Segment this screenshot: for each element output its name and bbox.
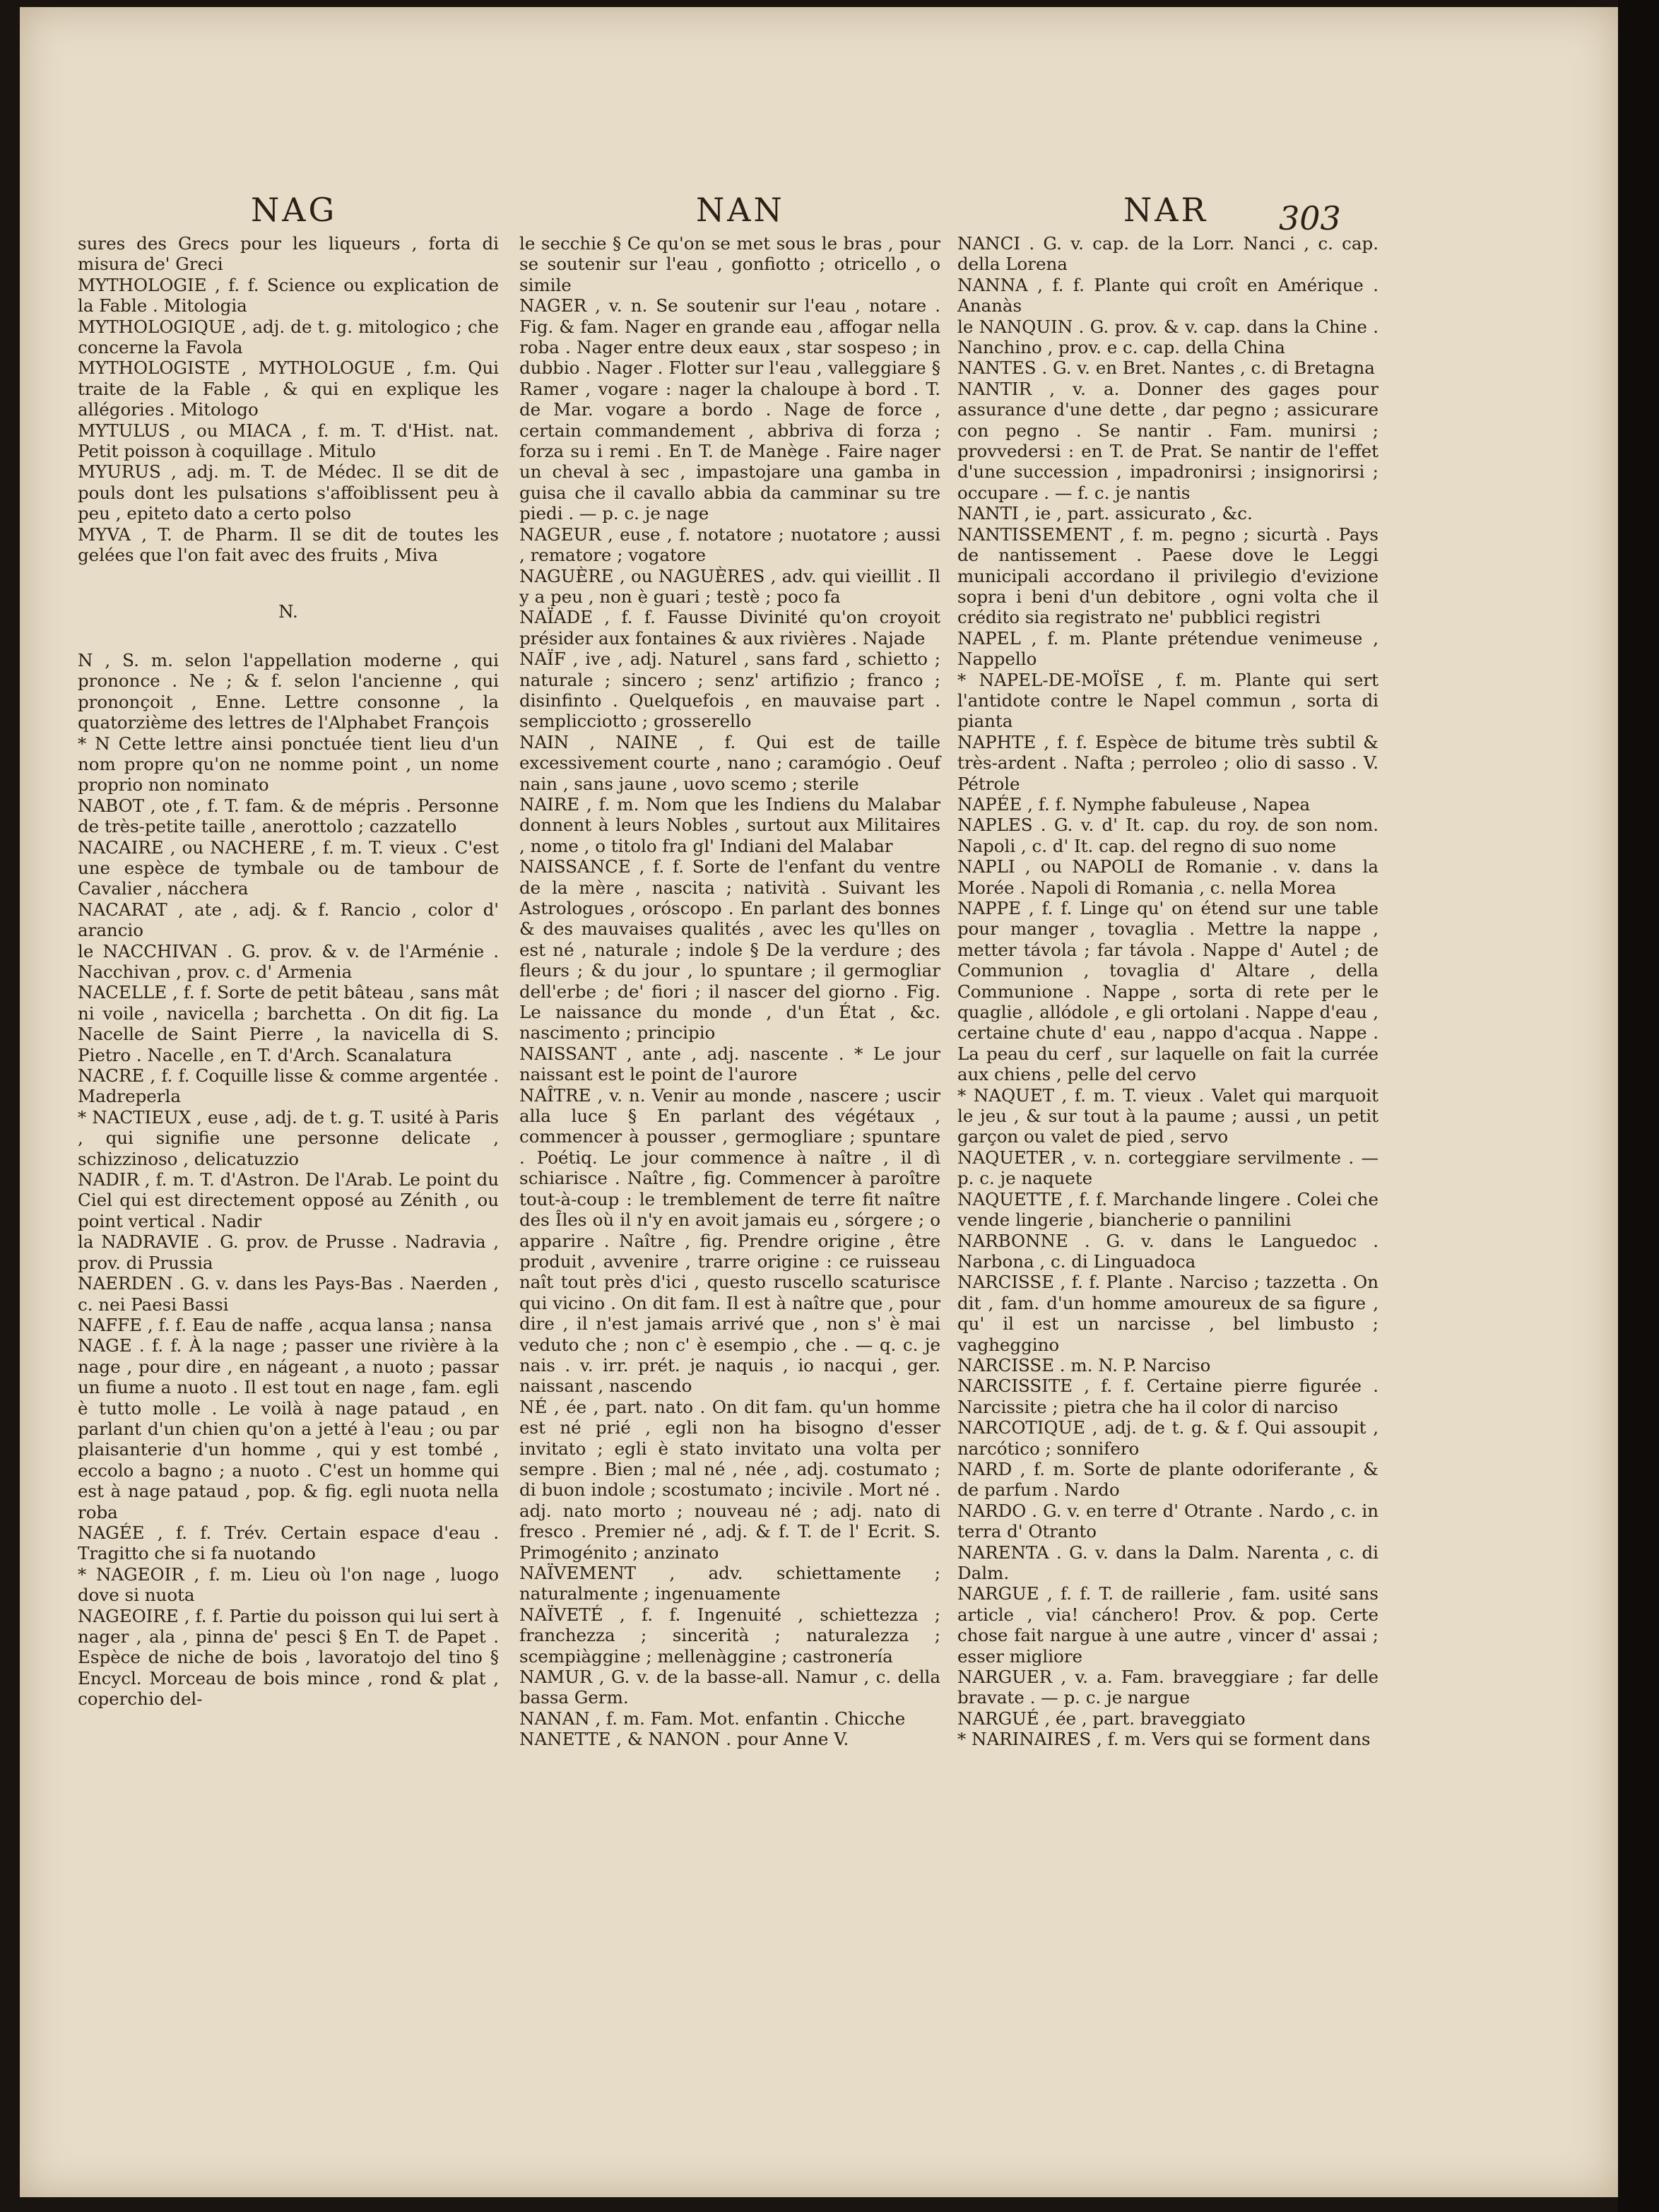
column-center — [519, 233, 940, 1750]
dictionary-entry: MYVA , T. de Pharm. Il se dit de toutes les gelées que l'on fait avec des fruits , Miva — [78, 524, 499, 566]
dictionary-entry: NABOT , ote , f. T. fam. & de mépris . Personne de très-petite taille , anerottolo ; cazzatello — [78, 795, 499, 837]
dictionary-entry: NAGEOIRE , f. f. Partie du poisson qui lui sert à nager , ala , pinna de' pesci § En T. de Papet . Espèce de niche de bois , lavoratojo del tino § Encycl. Morceau de bois mince , rond & plat , coperchio del- — [78, 1605, 499, 1710]
dictionary-entry: NAQUETTE , f. f. Marchande lingere . Colei che vende lingerie , biancherie o pannilini — [957, 1188, 1378, 1231]
dictionary-entry: NAQUETER , v. n. corteggiare servilmente . — p. c. je naquete — [957, 1147, 1378, 1189]
dictionary-entry: MYTULUS , ou MIACA , f. m. T. d'Hist. nat. Petit poisson à coquillage . Mitulo — [78, 420, 499, 462]
dictionary-entry: NANETTE , & NANON . pour Anne V. — [519, 1729, 849, 1750]
dictionary-entry: NARCOTIQUE , adj. de t. g. & f. Qui assoupit , narcótico ; sonnifero — [957, 1417, 1378, 1459]
dictionary-entry: MYTHOLOGIE , f. f. Science ou explication de la Fable . Mitologia — [78, 274, 499, 317]
dictionary-entry: * N Cette lettre ainsi ponctuée tient lieu d'un nom propre qu'on ne nomme point , un nome proprio non nominato — [78, 733, 499, 796]
dictionary-entry: NARD , f. m. Sorte de plante odoriferante , & de parfum . Nardo — [957, 1458, 1378, 1501]
dictionary-entry: sures des Grecs pour les liqueurs , forta di misura de' Greci — [78, 233, 499, 275]
dictionary-entry: NANTISSEMENT , f. m. pegno ; sicurtà . Pays de nantissement . Paese dove le Leggi municipali accordano il privilegio d'evizione sopra i beni d'un debitore , ogni volta che il crédito sia registrato ne' pubblici registri — [957, 524, 1378, 628]
dictionary-entry: NAPÉE , f. f. Nymphe fabuleuse , Napea — [957, 793, 1311, 815]
dictionary-entry: NANTIR , v. a. Donner des gages pour assurance d'une dette , dar pegno ; assicurare con pegno . Se nantir . Fam. munirsi ; provvedersi : en T. de Prat. Se nantir de l'effet d'une succession , impadronirsi ; insignorirsi ; occupare . — f. c. je nantis — [957, 378, 1378, 503]
running-head-center: NAN — [696, 191, 785, 229]
dictionary-entry: NAISSANCE , f. f. Sorte de l'enfant du ventre de la mère , nascita ; natività . Suivant les Astrologues , oróscopo . En parlant des bonnes & des mauvaises qualités , avec les qu'lles on est né , naturale ; indole § De la verdure ; des fleurs ; & du jour , lo spuntare ; il germogliar dell'erbe ; de' fiori ; il nascer del giorno . Fig. Le naissance du monde , d'un État , &c. nascimento ; principio — [519, 856, 940, 1043]
dictionary-entry: NANCI . G. v. cap. de la Lorr. Nanci , c. cap. della Lorena — [957, 233, 1378, 275]
dictionary-entry: NAGUÈRE , ou NAGUÈRES , adv. qui vieillit . Il y a peu , non è guari ; testè ; poco fa — [519, 565, 940, 607]
dictionary-entry: NAÏADE , f. f. Fausse Divinité qu'on croyoit présider aux fontaines & aux rivières . Najade — [519, 607, 940, 649]
dictionary-entry: NAGÉE , f. f. Trév. Certain espace d'eau . Tragitto che si fa nuotando — [78, 1522, 499, 1564]
dictionary-entry: NAMUR , G. v. de la basse-all. Namur , c. della bassa Germ. — [519, 1667, 940, 1708]
dictionary-entry: NARGUE , f. f. T. de raillerie , fam. usité sans article , via! cánchero! Prov. & pop. Certe chose fait nargue à une autre , vincer d' assai ; esser migliore — [957, 1583, 1378, 1667]
dictionary-entry: NAÏVEMENT , adv. schiettamente ; naturalmente ; ingenuamente — [519, 1563, 940, 1604]
dictionary-entry: le NANQUIN . G. prov. & v. cap. dans la Chine . Nanchino , prov. e c. cap. della China — [957, 316, 1378, 358]
dictionary-entry: NAIRE , f. m. Nom que les Indiens du Malabar donnent à leurs Nobles , surtout aux Militaires , nome , o titolo fra gl' Indiani del Malabar — [519, 793, 940, 856]
book-spine-edge — [1618, 0, 1659, 2212]
dictionary-entry: NACELLE , f. f. Sorte de petit bâteau , sans mât ni voile , navicella ; barchetta . On dit fig. La Nacelle de Saint Pierre , la navicella di S. Pietro . Nacelle , en T. d'Arch. Scanalatura — [78, 982, 499, 1065]
dictionary-entry: NAFFE , f. f. Eau de naffe , acqua lansa ; nansa — [78, 1314, 492, 1335]
dictionary-entry: NAISSANT , ante , adj. nascente . * Le jour naissant est le point de l'aurore — [519, 1043, 940, 1085]
dictionary-entry: NARBONNE . G. v. dans le Languedoc . Narbona , c. di Linguadoca — [957, 1230, 1378, 1272]
dictionary-entry: NAPEL , f. m. Plante prétendue venimeuse , Nappello — [957, 627, 1378, 670]
dictionary-entry: NAÏVETÉ , f. f. Ingenuité , schiettezza ; franchezza ; sincerità ; naturalezza ; scempiàggine ; mellenàggine ; castronería — [519, 1604, 940, 1667]
dictionary-entry: la NADRAVIE . G. prov. de Prusse . Nadravia , prov. di Prussia — [78, 1231, 499, 1273]
dictionary-entry: MYTHOLOGIQUE , adj. de t. g. mitologico ; che concerne la Favola — [78, 316, 499, 358]
page-number: 303 — [1279, 199, 1341, 237]
dictionary-entry: * NAPEL-DE-MOÏSE , f. m. Plante qui sert l'antidote contre le Napel commun , sorta di pianta — [957, 669, 1378, 732]
section-letter: N. — [278, 601, 298, 622]
dictionary-entry: NAÎTRE , v. n. Venir au monde , nascere ; uscir alla luce § En parlant des végétaux , commencer à pousser , germogliare ; spuntare . Poétiq. Le jour commence à naître , il dì schiarisce . Naître , fig. Commencer à paroître tout-à-coup : le tremblement de terre fit naître des Îles où il n'y en avoit jamais eu , sórgere ; o apparire . Naître , fig. Prendre origine , être produit , avvenire , trarre origine : ce ruisseau naît tout près d'ici , questo ruscello scaturisce qui vicino . On dit fam. Il est à naître que , pour dire , il n'est jamais arrivé que , non s' è mai veduto che ; non c' è esempio , che . — q. c. je nais . v. irr. prét. je naquis , io nacqui , ger. naissant , nascendo — [519, 1084, 940, 1397]
running-head-left: NAG — [251, 191, 338, 229]
dictionary-entry: NÉ , ée , part. nato . On dit fam. qu'un homme est né prié , egli non ha bisogno d'esser invitato ; egli è stato invitato una volta per sempre . Bien ; mal né , née , adj. costumato ; di buon indole ; scostumato ; incivile . Mort né . adj. nato morto ; nouveau né ; adj. nato di fresco . Premier né , adj. & f. T. de l' Ecrit. S. Primogénito ; anzinato — [519, 1396, 940, 1563]
dictionary-entry: NAERDEN . G. v. dans les Pays-Bas . Naerden , c. nei Paesi Bassi — [78, 1273, 499, 1315]
dictionary-entry: NARGUÉ , ée , part. braveggiato — [957, 1708, 1246, 1729]
dictionary-entry: * NARINAIRES , f. m. Vers qui se forment dans — [957, 1729, 1371, 1750]
dictionary-entry: NARCISSE . m. N. P. Narciso — [957, 1354, 1211, 1376]
column-right — [957, 233, 1378, 1750]
dictionary-entry: NARDO . G. v. en terre d' Otrante . Nardo , c. in terra d' Otranto — [957, 1500, 1378, 1542]
dictionary-entry: le NACCHIVAN . G. prov. & v. de l'Arménie . Nacchivan , prov. c. d' Armenia — [78, 940, 499, 982]
dictionary-entry: NADIR , f. m. T. d'Astron. De l'Arab. Le point du Ciel qui est directement opposé au Zénith , ou point vertical . Nadir — [78, 1169, 499, 1231]
dictionary-entry: NARCISSITE , f. f. Certaine pierre figurée . Narcissite ; pietra che ha il color di narciso — [957, 1376, 1378, 1417]
dictionary-entry: * NAQUET , f. m. T. vieux . Valet qui marquoit le jeu , & sur tout à la paume ; aussi , un petit garçon ou valet de pied , servo — [957, 1084, 1378, 1147]
dictionary-entry: NAPLI , ou NAPOLI de Romanie . v. dans la Morée . Napoli di Romania , c. nella Morea — [957, 856, 1378, 898]
dictionary-entry: le secchie § Ce qu'on se met sous le bras , pour se soutenir sur l'eau , gonfiotto ; otricello , o simile — [519, 233, 940, 295]
dictionary-entry: NANTES . G. v. en Bret. Nantes , c. di Bretagna — [957, 357, 1375, 379]
dictionary-entry: NAPHTE , f. f. Espèce de bitume très subtil & très-ardent . Nafta ; perroleo ; olio di sasso . V. Pétrole — [957, 731, 1378, 794]
dictionary-entry: NACRE , f. f. Coquille lisse & comme argentée . Madreperla — [78, 1065, 499, 1107]
dictionary-entry: NAGEUR , euse , f. notatore ; nuotatore ; aussi , rematore ; vogatore — [519, 524, 940, 566]
dictionary-entry: NARCISSE , f. f. Plante . Narciso ; tazzetta . On dit , fam. d'un homme amoureux de sa figure , qu' il est un narcisse , bel limbusto ; vagheggino — [957, 1272, 1378, 1355]
dictionary-entry: NAÏF , ive , adj. Naturel , sans fard , schietto ; naturale ; sincero ; senz' artifizio ; franco ; disinfinto . Quelquefois , en mauvaise part . semplicciotto ; grosserello — [519, 649, 940, 732]
dictionary-entry: * NAGEOIR , f. m. Lieu où l'on nage , luogo dove si nuota — [78, 1563, 499, 1606]
dictionary-entry: NANNA , f. f. Plante qui croît en Amérique . Ananàs — [957, 274, 1378, 317]
dictionary-entry: NAIN , NAINE , f. Qui est de taille excessivement courte , nano ; caramógio . Oeuf nain , sans jaune , uovo scemo ; sterile — [519, 731, 940, 794]
dictionary-entry: NAPLES . G. v. d' It. cap. du roy. de son nom. Napoli , c. d' It. cap. del regno di suo nome — [957, 815, 1378, 856]
dictionary-entry: NARGUER , v. a. Fam. braveggiare ; far delle bravate . — p. c. je nargue — [957, 1667, 1378, 1708]
dictionary-entry: MYTHOLOGISTE , MYTHOLOGUE , f.m. Qui traite de la Fable , & qui en explique les allégories . Mitologo — [78, 357, 499, 420]
dictionary-entry: NAGER , v. n. Se soutenir sur l'eau , notare . Fig. & fam. Nager en grande eau , affogar nella roba . Nager entre deux eaux , star sospeso ; in dubbio . Nager . Flotter sur l'eau , valleggiare § Ramer , vogare : nager la chaloupe à bord . T. de Mar. vogare a bordo . Nage de force , certain commandement , abbriva di forza ; forza su i remi . En T. de Manège . Faire nager un cheval à sec , impastojare una gamba in guisa che il cavallo abbia da camminar su tre piedi . — p. c. je nage — [519, 295, 940, 524]
dictionary-entry: N , S. m. selon l'appellation moderne , qui prononce . Ne ; & f. selon l'ancienne , qui prononçoit , Enne. Lettre consonne , la quatorzième des lettres de l'Alphabet François — [78, 649, 499, 733]
dictionary-entry: NACAIRE , ou NACHERE , f. m. T. vieux . C'est une espèce de tymbale ou de tambour de Cavalier , nácchera — [78, 836, 499, 899]
dictionary-entry: NACARAT , ate , adj. & f. Rancio , color d' arancio — [78, 899, 499, 941]
dictionary-entry: * NACTIEUX , euse , adj. de t. g. T. usité à Paris , qui signifie une personne delicate , schizzinoso , delicatuzzio — [78, 1106, 499, 1169]
dictionary-entry: NAGE . f. f. À la nage ; passer une rivière à la nage , pour dire , en nágeant , a nuoto ; passar un fiume a nuoto . Il est tout en nage , fam. egli è tutto molle . Le voilà à nage pataud , en parlant d'un chien qu'on a jetté à l'eau ; ou par plaisanterie d'un homme , qui y est tombé , eccolo a bagno ; a nuoto . C'est un homme qui est à nage pataud , pop. & fig. egli nuota nella roba — [78, 1335, 499, 1522]
running-head-right: NAR — [1123, 191, 1209, 229]
dictionary-entry: NANTI , ie , part. assicurato , &c. — [957, 503, 1253, 524]
column-left — [78, 233, 499, 1710]
dictionary-entry: NARENTA . G. v. dans la Dalm. Narenta , c. di Dalm. — [957, 1542, 1378, 1583]
dictionary-entry: NAPPE , f. f. Linge qu' on étend sur une table pour manger , tovaglia . Mettre la nappe , metter távola ; far távola . Nappe d' Autel ; de Communion , tovaglia d' Altare , della Communione . Nappe , sorta di rete per le quaglie , allódole , e gli ortolani . Nappe d'eau , certaine chute d' eau , nappo d'acqua . Nappe . La peau du cerf , sur laquelle on fait la currée aux chiens , pelle del cervo — [957, 898, 1378, 1085]
dictionary-entry: MYURUS , adj. m. T. de Médec. Il se dit de pouls dont les pulsations s'affoiblissent peu à peu , epiteto dato a certo polso — [78, 461, 499, 524]
dictionary-entry: NANAN , f. m. Fam. Mot. enfantin . Chicche — [519, 1708, 906, 1729]
